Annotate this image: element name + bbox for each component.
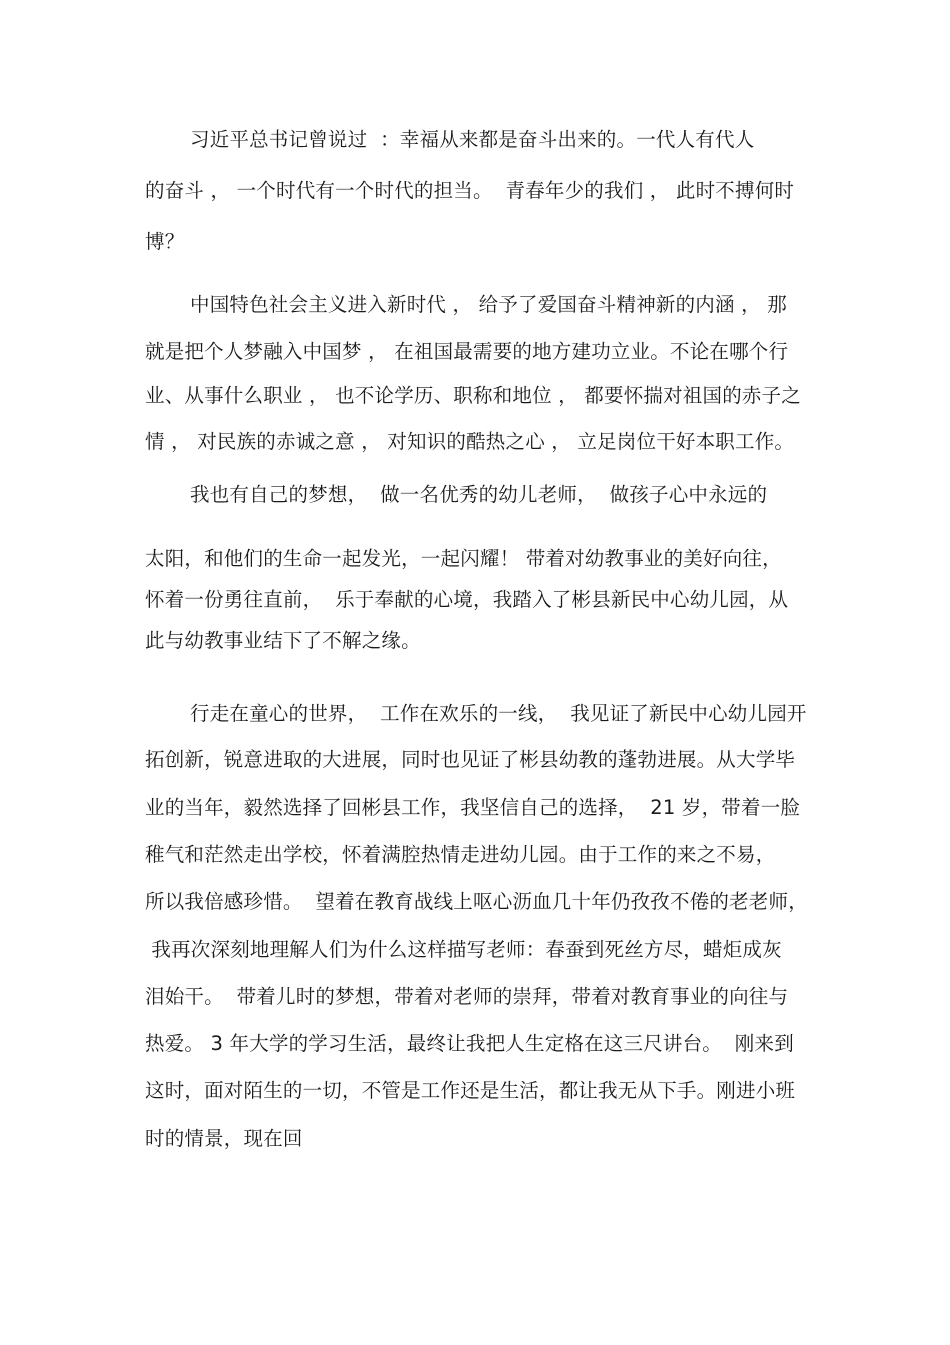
text-line: 业、从事什么职业 ， 也不论学历、职称和地位 ， 都要怀揣对祖国的赤子之 [145,384,801,407]
text-line: 我也有自己的梦想， 做一名优秀的幼儿老师， 做孩子心中永远的 [190,483,768,506]
text-line: 泪始干。 带着儿时的梦想，带着对老师的崇拜，带着对教育事业的向往与 [145,985,789,1008]
text-line: 稚气和茫然走出学校，怀着满腔热情走进幼儿园。由于工作的来之不易， [145,843,776,866]
text-line: 博？ [145,230,185,253]
text-line: 的奋斗 ， 一个时代有一个时代的担当。 青春年少的我们 ， 此时不搏何时 [145,179,795,202]
text-line: 业的当年，毅然选择了回彬县工作，我坚信自己的选择， 21 岁，带着一脸 [145,796,801,819]
text-line: 此与幼教事业结下了不解之缘。 [145,629,421,652]
text-line: 习近平总书记曾说过 ：幸福从来都是奋斗出来的。一代人有代人 [190,128,755,151]
text-line: 中国特色社会主义进入新时代 ， 给予了爱国奋斗精神新的内涵 ， 那 [190,293,787,316]
text-line: 这时，面对陌生的一切，不管是工作还是生活，都让我无从下手。刚进小班 [145,1079,796,1102]
text-line: 所以我倍感珍惜。 望着在教育战线上呕心沥血几十年仍孜孜不倦的老老师， [145,890,808,913]
text-line: 情 ， 对民族的赤诚之意 ， 对知识的酷热之心 ， 立足岗位干好本职工作。 [145,430,795,453]
text-line: 时的情景，现在回 [145,1127,303,1150]
text-line: 就是把个人梦融入中国梦 ， 在祖国最需要的地方建功立业。不论在哪个行 [145,340,789,363]
text-line: 怀着一份勇往直前， 乐于奉献的心境，我踏入了彬县新民中心幼儿园，从 [145,588,789,611]
text-line: 热爱。 3 年大学的学习生活，最终让我把人生定格在这三尺讲台。 刚来到 [145,1032,794,1055]
text-line: 我再次深刻地理解人们为什么这样描写老师：春蚕到死丝方尽，蜡炬成灰 [145,938,782,961]
text-line: 拓创新，锐意进取的大进展，同时也见证了彬县幼教的蓬勃进展。从大学毕 [145,748,796,771]
text-line: 行走在童心的世界， 工作在欢乐的一线， 我见证了新民中心幼儿园开 [190,702,807,725]
text-line: 太阳，和他们的生命一起发光，一起闪耀！ 带着对幼教事业的美好向往， [145,547,782,570]
